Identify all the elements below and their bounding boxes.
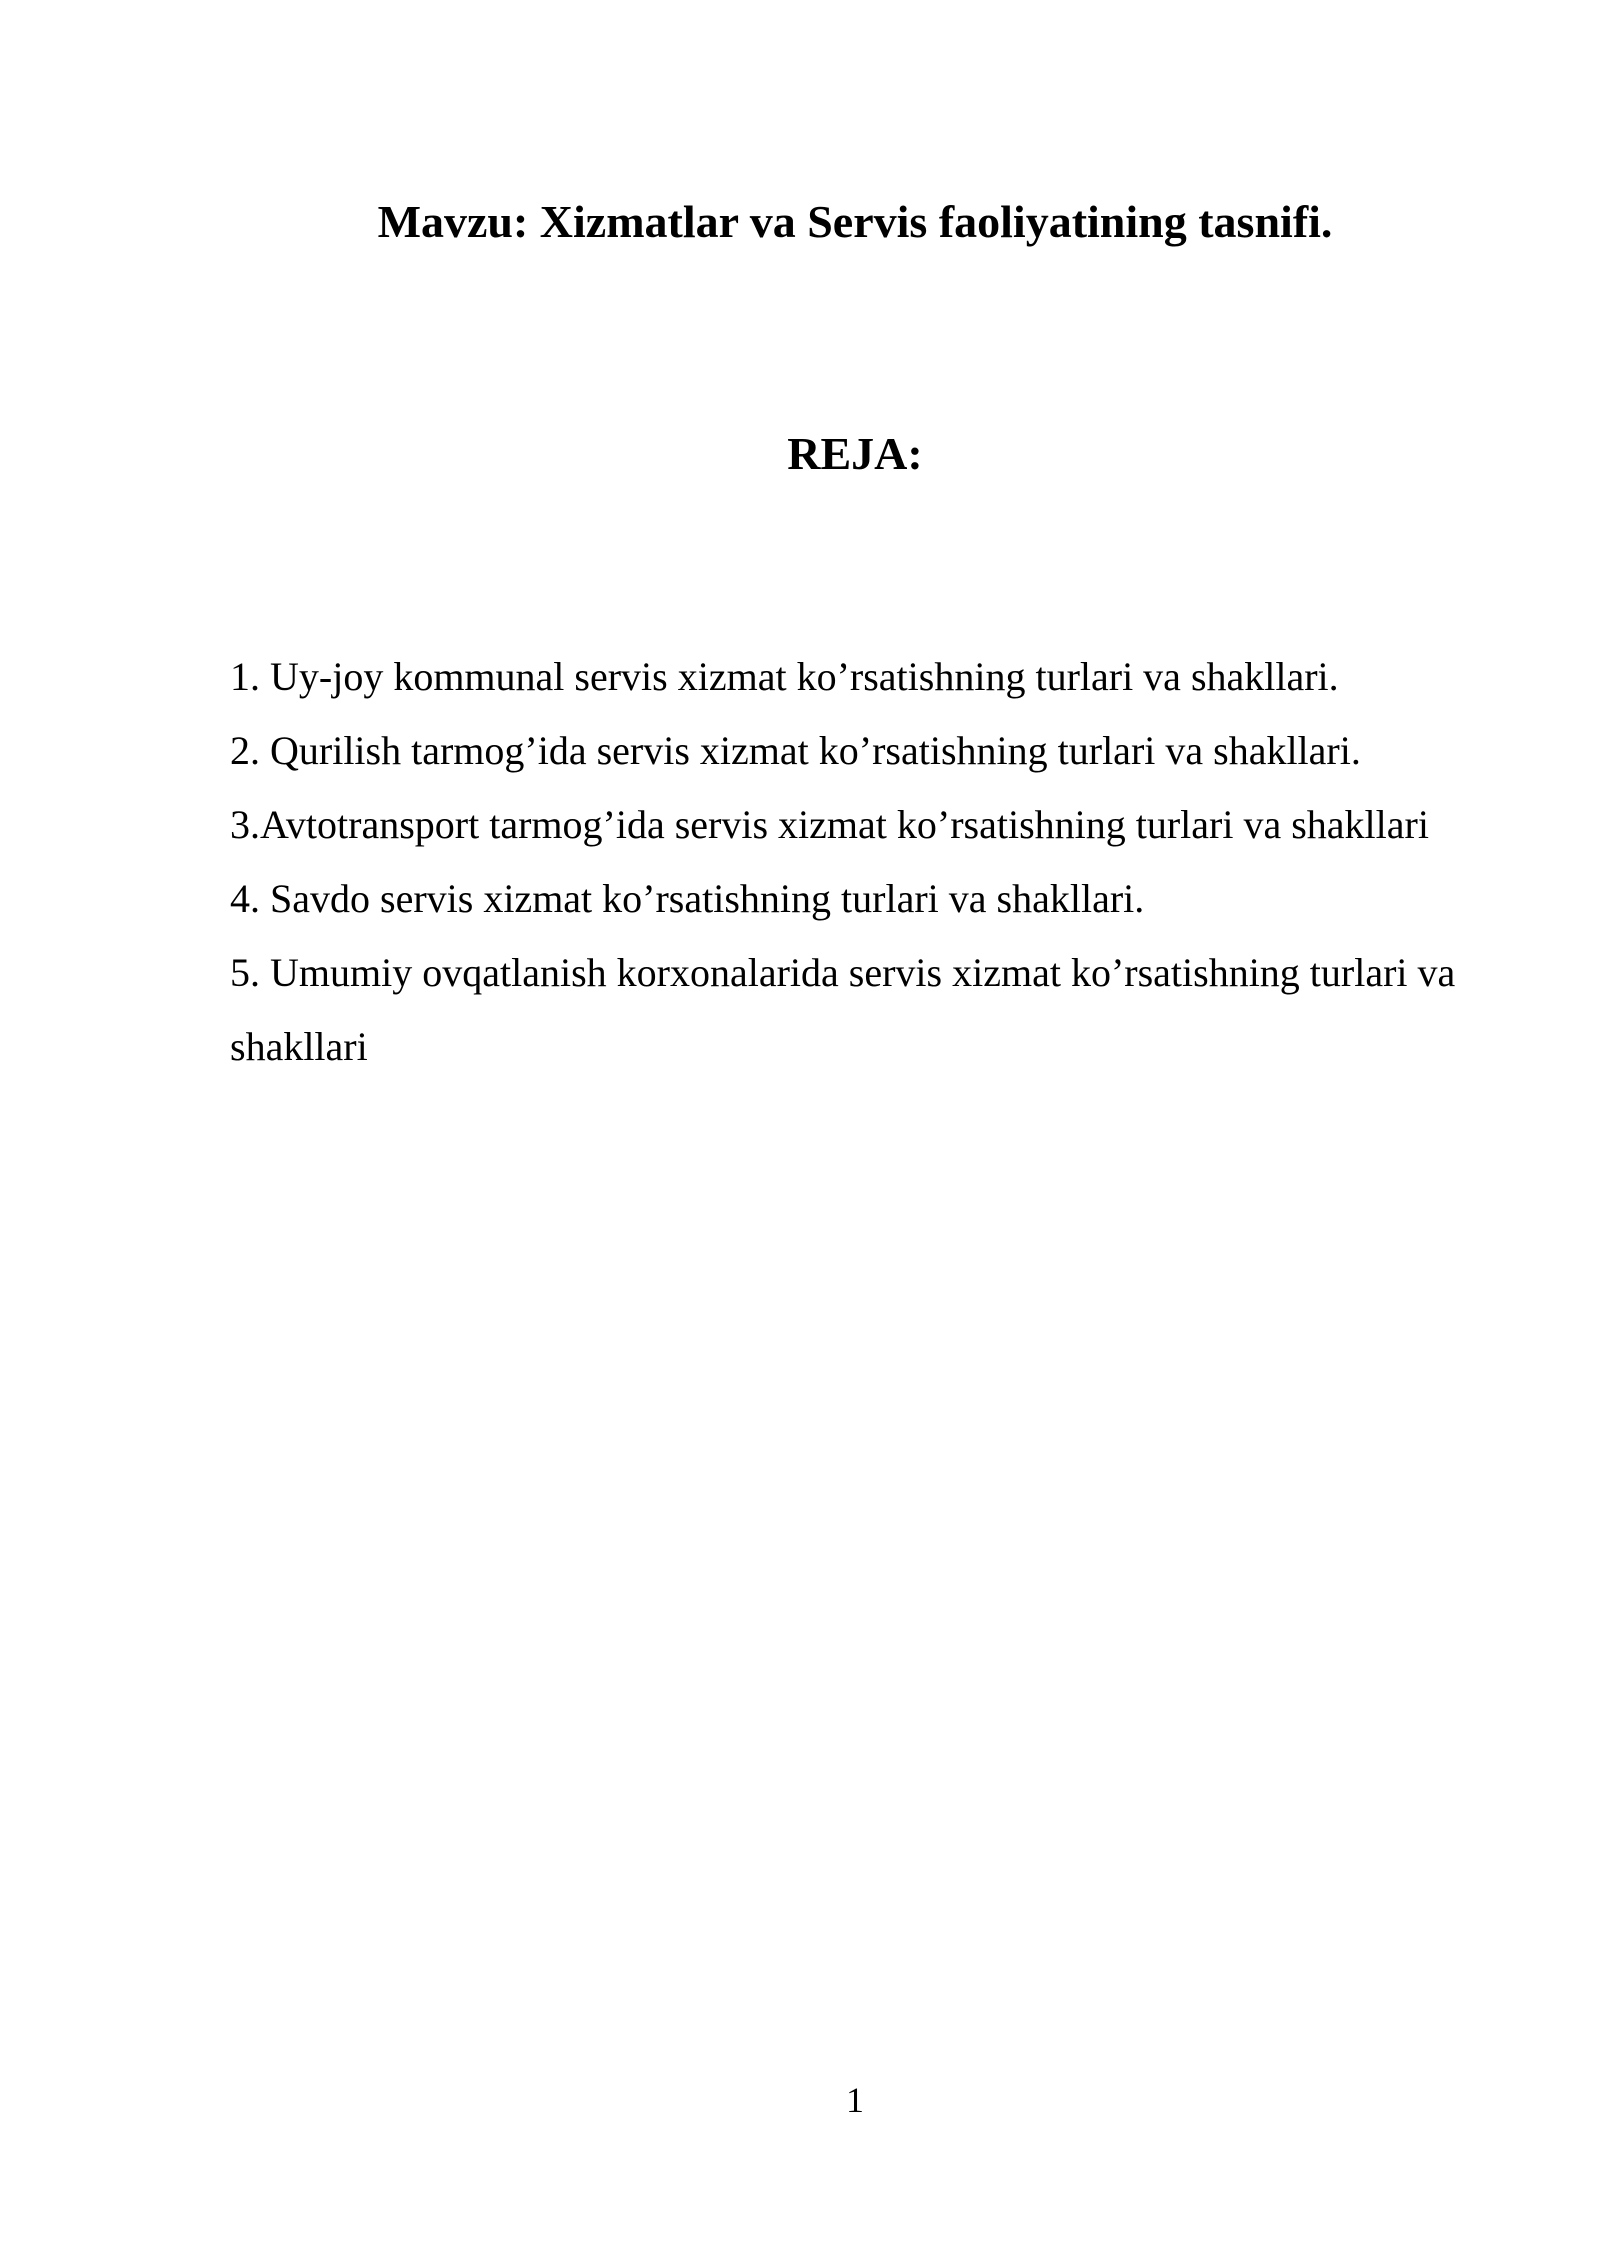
plan-item-1: 1. Uy-joy kommunal servis xizmat ko’rsatishning turlari va shakllari. <box>230 654 1339 699</box>
plan-list <box>230 640 1490 1084</box>
plan-item-3: 3.Avtotransport tarmog’ida servis xizmat ko’rsatishning turlari va shakllari <box>230 802 1429 847</box>
document-title: Mavzu: Xizmatlar va Servis faoliyatining tasnifi. <box>377 196 1333 247</box>
plan-heading: REJA: <box>787 428 923 479</box>
plan-item-5: 5. Umumiy ovqatlanish korxonalarida servis xizmat ko’rsatishning turlari va shakllari <box>230 950 1456 1069</box>
plan-item-2: 2. Qurilish tarmog’ida servis xizmat ko’rsatishning turlari va shakllari. <box>230 728 1361 773</box>
page-number: 1 <box>846 2080 864 2120</box>
plan-item-4: 4. Savdo servis xizmat ko’rsatishning turlari va shakllari. <box>230 876 1145 921</box>
